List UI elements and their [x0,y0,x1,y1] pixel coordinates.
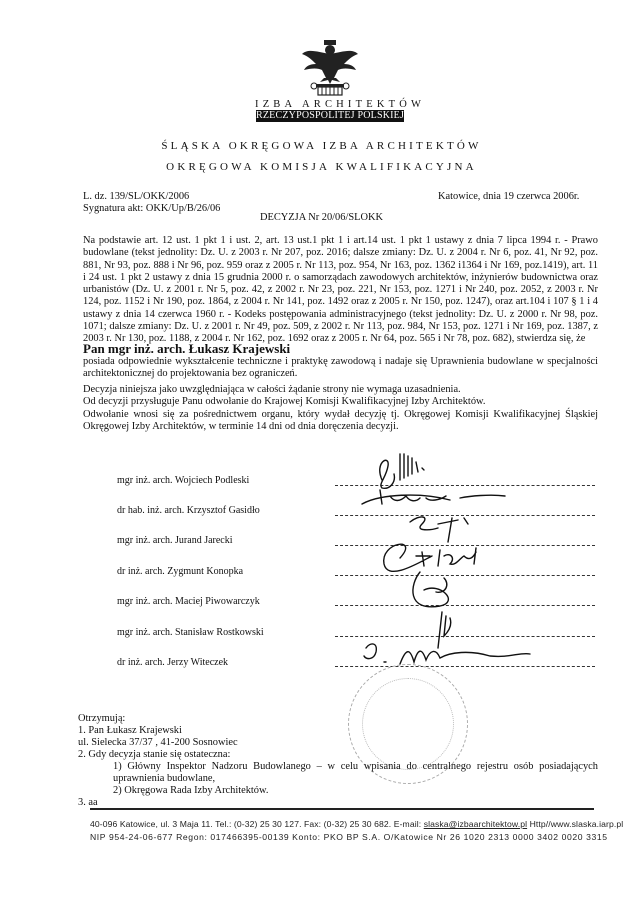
committee-member: dr hab. inż. arch. Krzysztof Gasidło [117,505,260,516]
case-signature: Sygnatura akt: OKK/Up/B/26/06 [83,203,221,215]
note-appeal-right: Od decyzji przysługuje Panu odwołanie do Krajowej Komisji Kwalifikacyjnej Izby Architektów. [83,396,486,408]
distribution-item-2-sub-2: 2) Okręgowa Rada Izby Architektów. [113,785,269,796]
footer-contact [90,819,623,829]
place-date: Katowice, dnia 19 czerwca 2006r. [438,191,580,202]
distribution-item-3: 3. aa [78,797,98,808]
committee-member: mgr inż. arch. Maciej Piwowarczyk [117,596,260,607]
footer-website: Http//www.slaska.iarp.pl [527,819,624,829]
note-no-justification: Decyzja niniejsza jako uwzględniająca w całości żądanie strony nie wymaga uzasadnienia. [83,384,461,395]
recipient-name: Pan mgr inż. arch. Łukasz Krajewski [83,341,291,356]
footer-bank-details: NIP 954-24-06-677 Regon: 017466395-00139 Konto: PKO BP S.A. O/Katowice Nr 26 1020 2313 0000 3402 0020 3315 [90,832,608,842]
polish-eagle-emblem-icon [298,38,362,100]
committee-member: mgr inż. arch. Stanisław Rostkowski [117,627,264,638]
committee-member: mgr inż. arch. Wojciech Podleski [117,475,250,486]
grant-text: posiada odpowiednie wykształcenie techniczne i praktykę zawodową i nadaje się Uprawnienia budowlane w specjalności architektonicznej do projektowania bez ograniczeń. [83,356,598,380]
distribution-item-1-address: ul. Sielecka 37/37 , 41-200 Sosnowiec [78,737,238,748]
committee-member: dr inż. arch. Zygmunt Konopka [117,566,244,577]
org-name-line1: IZBA ARCHITEKTÓW [255,99,426,110]
footer-address: 40-096 Katowice, ul. 3 Maja 11. Tel.: (0-32) 25 30 127. Fax: (0-32) 25 30 682. E-mail: [90,819,424,829]
commission-name: OKRĘGOWA KOMISJA KWALIFIKACYJNA [166,161,477,173]
legal-basis: Na podstawie art. 12 ust. 1 pkt 1 i ust. 2, art. 13 ust.1 pkt 1 i art.14 ust. 1 pkt 1 ustawy z dnia 7 lipca 1994 r. - Prawo budowlane (tekst jednolity: Dz. U. z 2003 r. Nr 207, poz. 2016; dalsze zmiany: Dz. U. z 2004 r. Nr 6, poz. 41, Nr 92, poz. 881, Nr 93, poz. 888 i Nr 96, poz. 959 oraz z 2005 r. Nr 113, poz. 954, Nr 163, poz. 1362 i1364 i Nr 169, poz.1419), art. 11 i 24 ust. 1 pkt 2 ustawy z dnia 15 grudnia 2000 r. o samorządach zawodowych architektów, inżynierów budownictwa oraz urbanistów (Dz. U. z 2001 r. Nr 5, poz. 42, z 2002 r. Nr 23, poz. 221, Nr 153, poz. 1271 i Nr 240, poz. 2052, z 2003 r. Nr 124, poz. 1152 i Nr 190, poz. 1864, z 2004 r. Nr 141, poz. 1492 oraz z 2005 r. Nr 150, poz. 1247), oraz art.104 i 107 § 1 i 4 ustawy z dnia 14 czerwca 1960 r. - Kodeks postępowania administracyjnego (tekst jednolity: Dz. U. z 2000 r. Nr 98, poz. 1071; dalsze zmiany: Dz. U. z 2001 r. Nr 49, poz. 509, z 2002 r. Nr 113, poz. 984, Nr 153, poz. 1271 i Nr 169, poz. 1387, z 2003 r. Nr 130, poz. 1188, z 2004 r. Nr 162, poz. 1692 oraz z 2005 r. Nr 64, poz. 565 i Nr 78, poz. 682), stwierdza się, że [83,235,598,345]
committee-member: mgr inż. arch. Jurand Jarecki [117,535,233,546]
ref-number: L. dz. 139/SL/OKK/2006 [83,191,190,202]
committee-member: dr inż. arch. Jerzy Witeczek [117,657,229,668]
distribution-item-2-sub-1: 1) Główny Inspektor Nadzoru Budowlanego – w celu wpisania do centralnego rejestru osób posiadających uprawnienia budowlane, [113,761,598,785]
distribution-item-2: 2. Gdy decyzja stanie się ostateczna: [78,749,231,760]
footer-email-link[interactable]: slaska@izbaarchitektow.pl [423,819,528,829]
handwritten-signatures-icon [360,452,560,667]
notes [83,384,598,433]
org-name-line2: RZECZYPOSPOLITEJ POLSKIEJ [256,110,405,121]
distribution-heading: Otrzymują: [78,713,126,724]
chamber-name: ŚLĄSKA OKRĘGOWA IZBA ARCHITEKTÓW [161,140,482,152]
distribution-item-1: 1. Pan Łukasz Krajewski [78,725,182,736]
decision-title: DECYZJA Nr 20/06/SLOKK [260,212,383,223]
footer-divider [90,808,594,810]
stamp-inner-ring [362,678,454,770]
note-appeal-procedure: Odwołanie wnosi się za pośrednictwem organu, który wydał decyzję tj. Okręgowej Komisji Kwalifikacyjnej Śląskiej Okręgowej Izby Architektów, w terminie 14 dni od dnia doręczenia decyzji. [83,408,598,432]
